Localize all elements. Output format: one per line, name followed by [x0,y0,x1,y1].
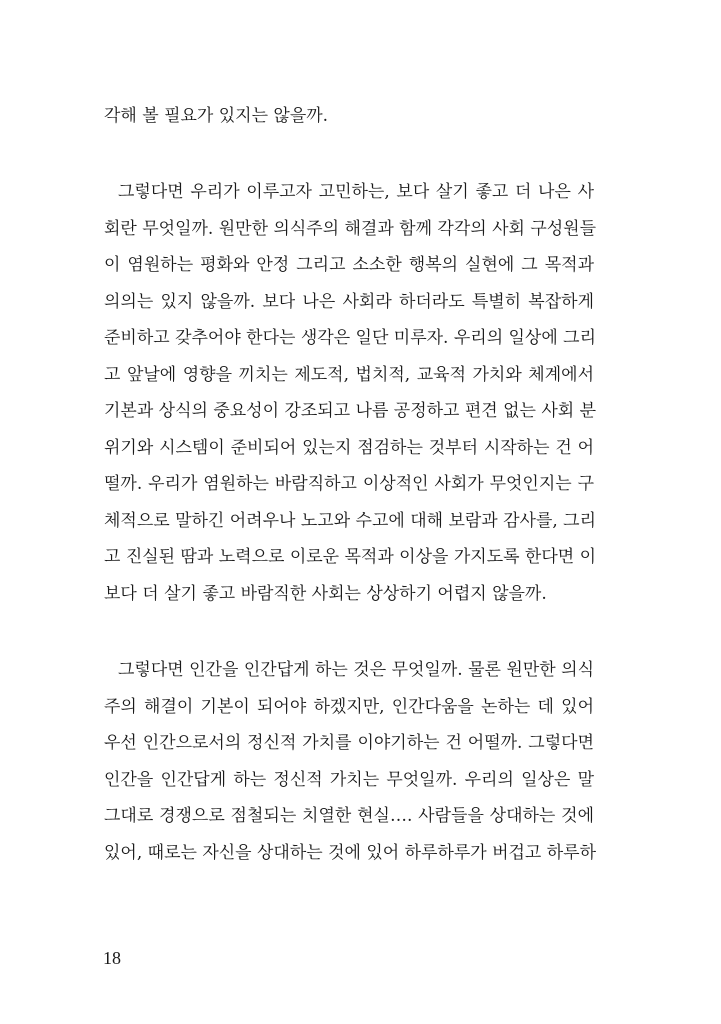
text-line: 고 앞날에 영향을 끼치는 제도적, 법치적, 교육적 가치와 체계에서 [104,365,594,385]
text-line: 고 진실된 땀과 노력으로 이로운 목적과 이상을 가지도록 한다면 이 [104,547,597,567]
text-line: 의의는 있지 않을까. 보다 나은 사회라 하더라도 특별히 복잡하게 [104,292,594,312]
text-line: 이 염원하는 평화와 안정 그리고 소소한 행복의 실현에 그 목적과 [104,255,594,275]
text-line: 기본과 상식의 중요성이 강조되고 나름 공정하고 편견 없는 사회 분 [104,401,597,421]
text-line: 그대로 경쟁으로 점철되는 치열한 현실…. 사람들을 상대하는 것에 [104,806,594,826]
text-line: 그렇다면 우리가 이루고자 고민하는, 보다 살기 좋고 더 나은 사 [118,182,594,202]
page-number: 18 [103,948,121,968]
text-line: 보다 더 살기 좋고 바람직한 사회는 상상하기 어렵지 않을까. [104,584,547,604]
text-line: 인간을 인간답게 하는 정신적 가치는 무엇일까. 우리의 일상은 말 [104,770,594,790]
text-line: 각해 볼 필요가 있지는 않을까. [104,106,329,126]
text-line: 있어, 때로는 자신을 상대하는 것에 있어 하루하루가 버겁고 하루하 [104,843,597,863]
text-line: 위기와 시스템이 준비되어 있는지 점검하는 것부터 시작하는 건 어 [104,438,594,458]
text-line: 주의 해결이 기본이 되어야 하겠지만, 인간다움을 논하는 데 있어 [104,697,594,717]
text-line: 준비하고 갖추어야 한다는 생각은 일단 미루자. 우리의 일상에 그리 [104,328,597,348]
text-line: 우선 인간으로서의 정신적 가치를 이야기하는 건 어떨까. 그렇다면 [104,733,594,753]
text-line: 떨까. 우리가 염원하는 바람직하고 이상적인 사회가 무엇인지는 구 [104,474,594,494]
text-line: 그렇다면 인간을 인간답게 하는 것은 무엇일까. 물론 원만한 의식 [118,660,594,680]
text-line: 체적으로 말하긴 어려우나 노고와 수고에 대해 보람과 감사를, 그리 [104,511,597,531]
text-line: 회란 무엇일까. 원만한 의식주의 해결과 함께 각각의 사회 구성원들 [104,219,597,239]
